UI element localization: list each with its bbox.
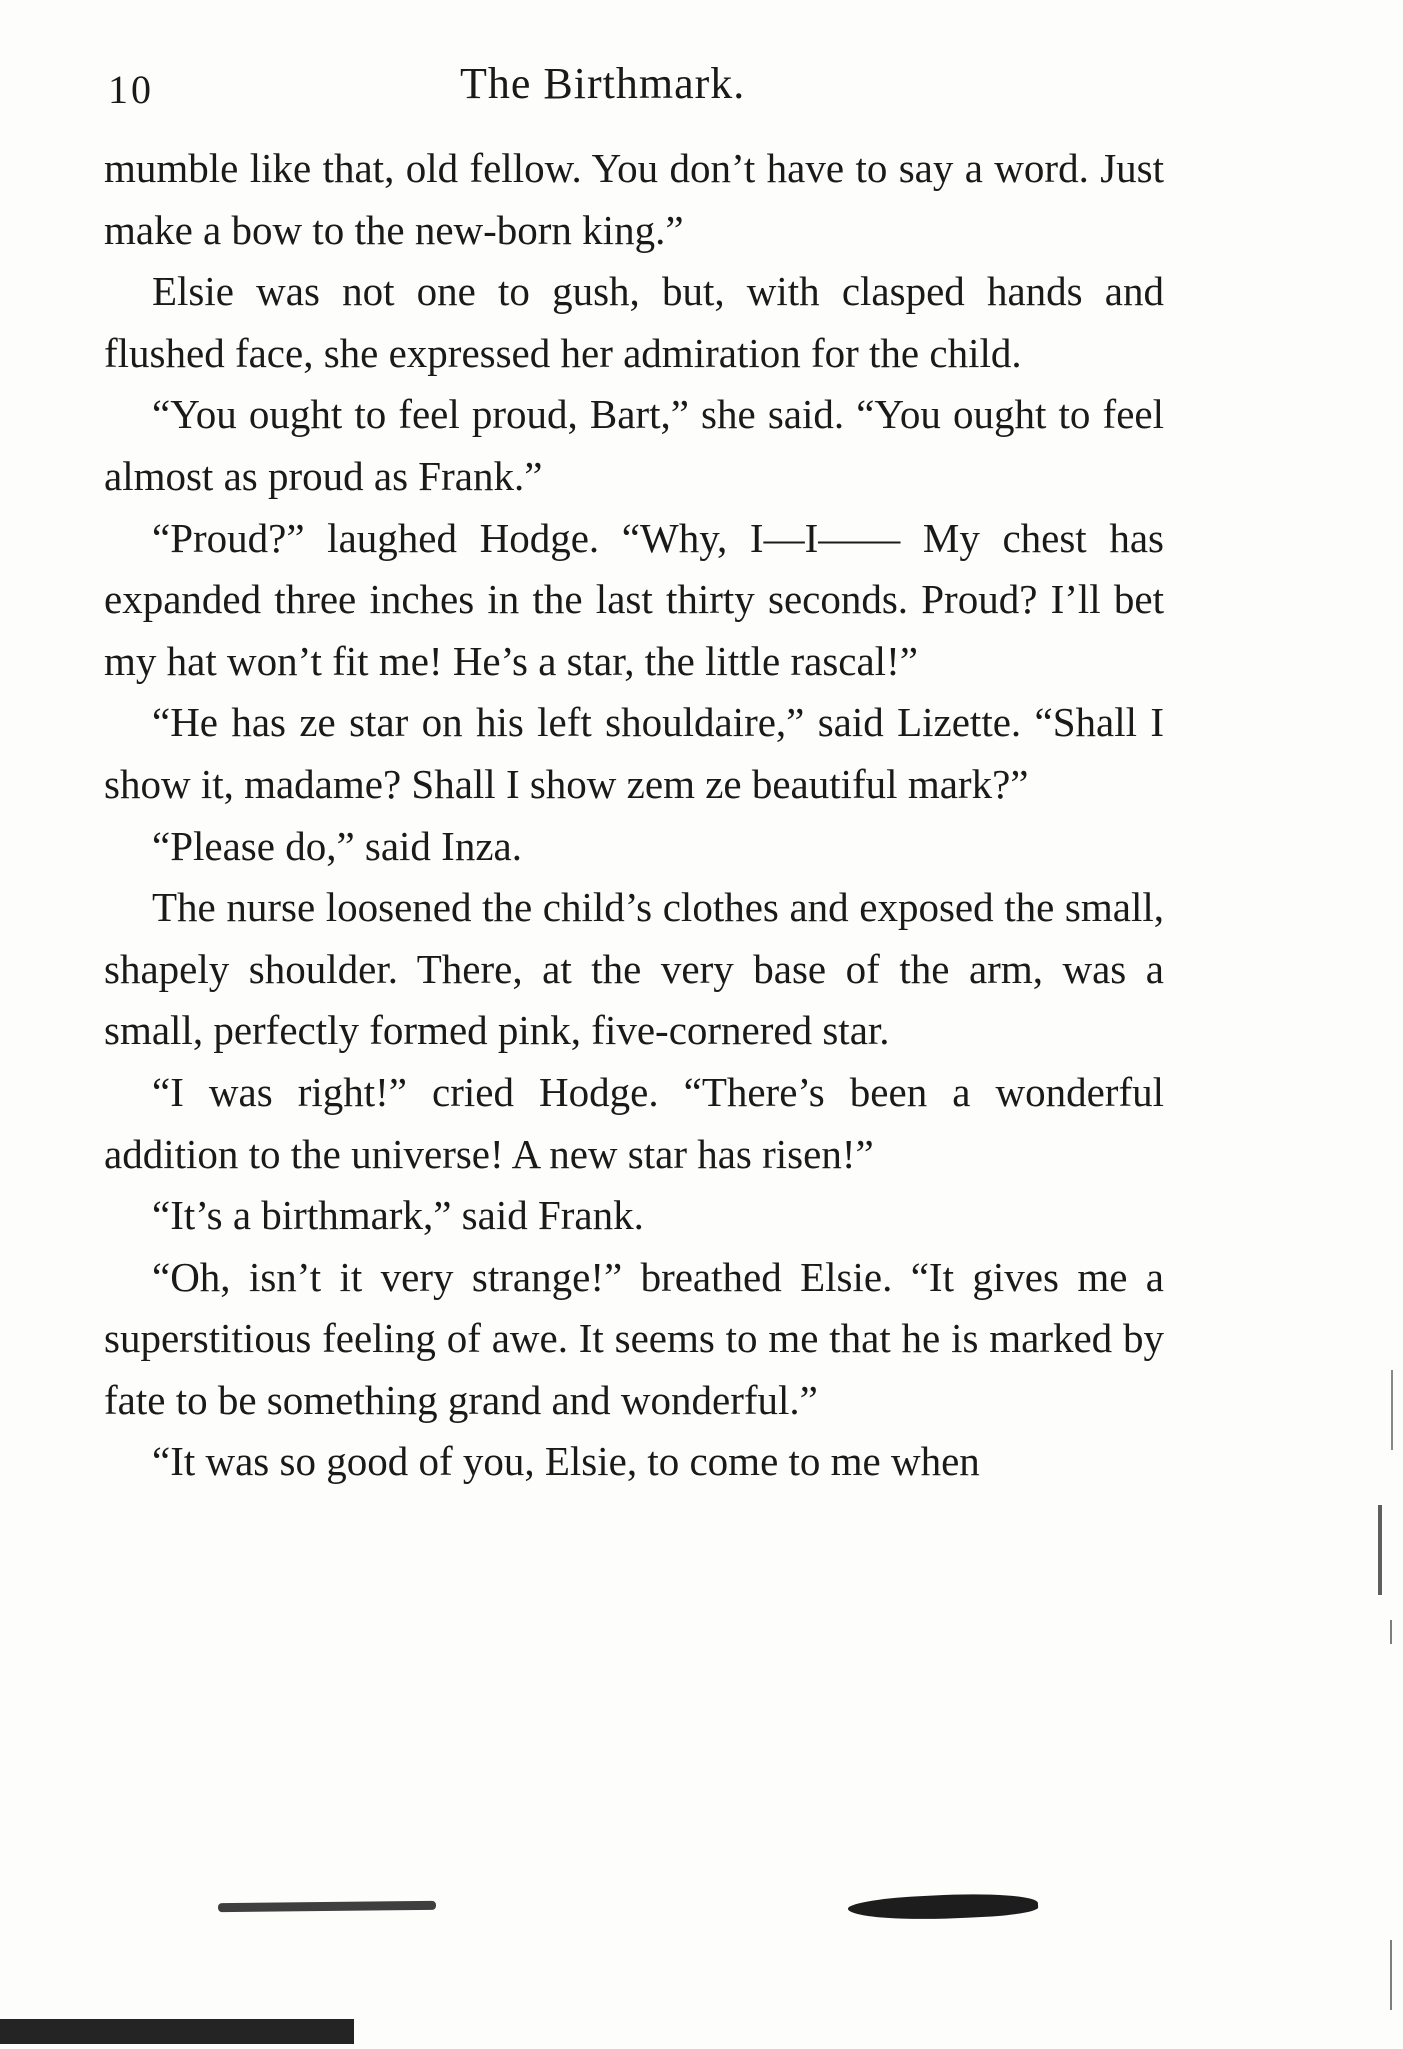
paragraph: mumble like that, old fellow. You don’t have to say a word. Just make a bow to the new-born king.” [104, 145, 1164, 253]
ink-smudge-right [848, 1890, 1039, 1924]
margin-line-mark [1391, 1370, 1393, 1450]
ink-smudge-left [218, 1901, 436, 1912]
margin-line-mark [1390, 1620, 1392, 1644]
paragraph: “Oh, isn’t it very strange!” breathed Elsie. “It gives me a superstitious feeling of awe. It seems to me that he is marked by fate to be something grand and wonderful.” [104, 1253, 1164, 1423]
paragraph: “I was right!” cried Hodge. “There’s been a wonderful addition to the universe! A new star has risen!” [104, 1068, 1164, 1177]
ink-smudge-bottom [0, 2019, 354, 2044]
body-text [104, 138, 1164, 1493]
paragraph: “You ought to feel proud, Bart,” she said. “You ought to feel almost as proud as Frank.” [104, 391, 1164, 499]
margin-line-mark [1378, 1505, 1382, 1595]
paragraph: “He has ze star on his left shouldaire,” said Lizette. “Shall I show it, madame? Shall I show zem ze beautiful mark?” [104, 699, 1164, 807]
paragraph: “Proud?” laughed Hodge. “Why, I—I—— My chest has expanded three inches in the last thirty seconds. Proud? I’ll bet my hat won’t fit me! He’s a star, the little rascal!” [104, 514, 1164, 684]
paragraph: “Please do,” said Inza. [152, 822, 522, 869]
paragraph: “It’s a birthmark,” said Frank. [152, 1192, 644, 1239]
page-number: 10 [108, 67, 154, 112]
margin-line-mark [1390, 1940, 1392, 2010]
running-title: The Birthmark. [460, 59, 746, 108]
paragraph: “It was so good of you, Elsie, to come to me when [152, 1438, 980, 1485]
paragraph: Elsie was not one to gush, but, with clasped hands and flushed face, she expressed her admiration for the child. [104, 268, 1164, 376]
paragraph: The nurse loosened the child’s clothes and exposed the small, shapely shoulder. There, at the very base of the arm, was a small, perfectly formed pink, five-cornered star. [104, 884, 1164, 1054]
page-header [104, 58, 1164, 114]
